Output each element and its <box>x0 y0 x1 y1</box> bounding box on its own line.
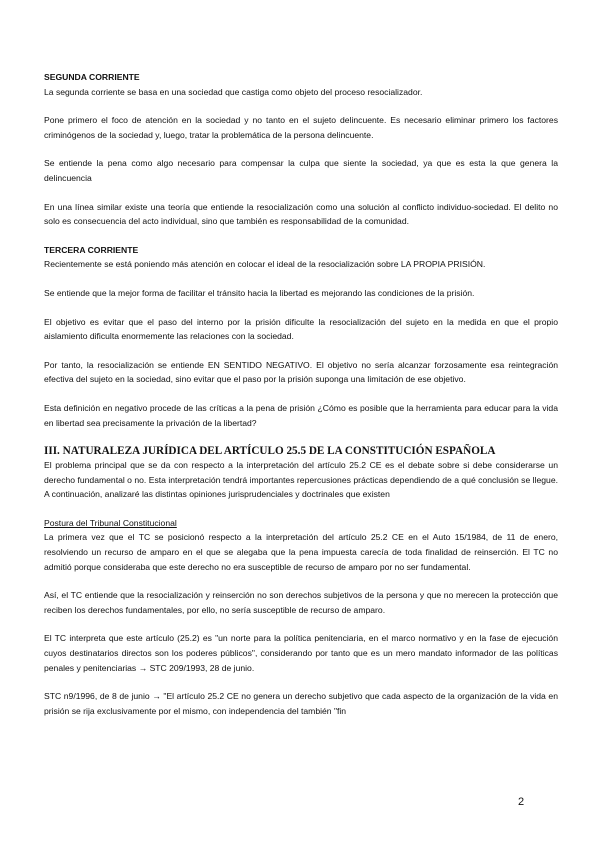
section-heading-naturaleza-juridica: III. NATURALEZA JURÍDICA DEL ARTÍCULO 25.5 DE LA CONSTITUCIÓN ESPAÑOLA <box>44 445 496 458</box>
paragraph: Así, el TC entiende que la resocialización y reinserción no son derechos subjetivos de la persona y que no merecen la protección que reciben los derechos fundamentales, por ello, no sería susceptible de recurso de amparo. <box>44 590 558 615</box>
paragraph: El objetivo es evitar que el paso del interno por la prisión dificulte la resocialización del sujeto en la medida en que el propio aislamiento dificulta enormemente las relaciones con la sociedad. <box>44 316 558 342</box>
paragraph: Esta definición en negativo procede de las críticas a la pena de prisión ¿Cómo es posible que la herramienta para educar para la vida en libertad sea precisamente la privación de la libertad? <box>44 402 558 428</box>
paragraph: Se entiende que la mejor forma de facilitar el tránsito hacia la libertad es mejorando las condiciones de la prisión. <box>44 287 475 298</box>
paragraph: Pone primero el foco de atención en la sociedad y no tanto en el sujeto delincuente. Es necesario eliminar primero los factores criminógenos de la sociedad y, luego, tratar la problemática de la persona delincuente. <box>44 115 558 140</box>
paragraph: En una línea similar existe una teoría que entiende la resocialización como una solución al conflicto individuo-sociedad. El delito no solo es consecuencia del acto individual, sino que también es responsabilidad de la comunidad. <box>44 201 558 227</box>
heading-tercera-corriente: TERCERA CORRIENTE <box>44 244 139 255</box>
paragraph: Por tanto, la resocialización se entiende EN SENTIDO NEGATIVO. El objetivo no sería alcanzar forzosamente esa reintegración efectiva del sujeto en la sociedad, sino evitar que el paso por la prisión suponga una limitación de ese objetivo. <box>44 359 558 385</box>
paragraph: La segunda corriente se basa en una sociedad que castiga como objeto del proceso resocializador. <box>44 86 423 97</box>
page-number: 2 <box>518 796 525 808</box>
subheading-tribunal-constitucional: Postura del Tribunal Constitucional <box>44 517 177 528</box>
paragraph: Recientemente se está poniendo más atención en colocar el ideal de la resocialización sobre LA PROPIA PRISIÓN. <box>44 259 486 270</box>
document-page <box>44 70 558 718</box>
heading-segunda-corriente: SEGUNDA CORRIENTE <box>44 72 140 82</box>
paragraph: Se entiende la pena como algo necesario para compensar la culpa que siente la sociedad, ya que es esta la que genera la delincuencia <box>44 158 558 183</box>
paragraph: La primera vez que el TC se posicionó respecto a la interpretación del artículo 25.2 CE en el Auto 15/1984, de 11 de enero, resolviendo un recurso de amparo en el que se alegaba que la pena impuesta carecía de toda finalidad de reinserción. El TC no admitió porque consideraba que este derecho no era susceptible de recurso de amparo por no ser fundamental. <box>44 532 558 572</box>
paragraph: STC n9/1996, de 8 de junio → "El artículo 25.2 CE no genera un derecho subjetivo que cada aspecto de la organización de la vida en prisión se rija exclusivamente por el mismo, con independencia del también "fin <box>44 691 558 716</box>
paragraph: El problema principal que se da con respecto a la interpretación del artículo 25.2 CE es el debate sobre si debe considerarse un derecho fundamental o no. Esta interpretación tendrá importantes repercusiones prácticas dependiendo de a qué conclusión se llegue. A continuación, analizaré las distintas opiniones jurisprudenciales y doctrinales que existen <box>44 460 558 500</box>
paragraph: El TC interpreta que este artículo (25.2) es "un norte para la política penitenciaria, en el marco normativo y en la fase de ejecución cuyos destinatarios directos son los poderes públicos", considerando por tanto que es un mero mandato informador de las políticas penales y penitenciarias → STC 209/1993, 28 de junio. <box>44 633 558 673</box>
